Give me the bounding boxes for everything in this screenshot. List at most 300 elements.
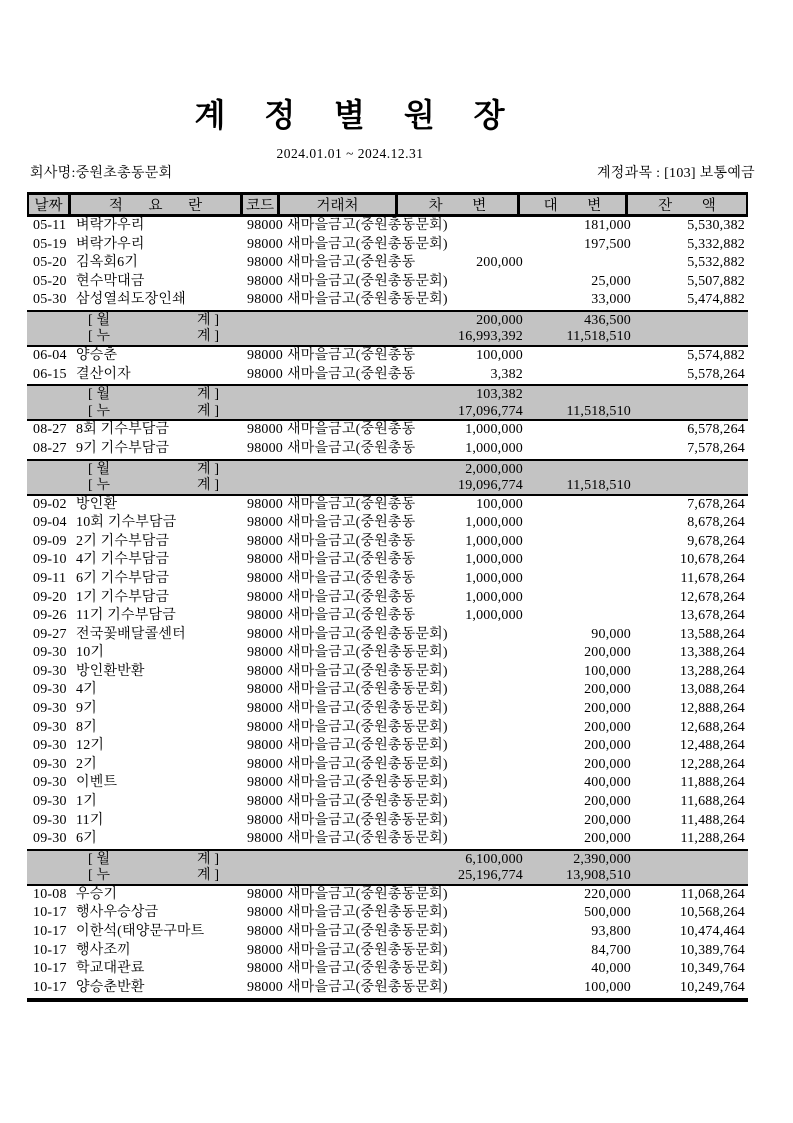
cell-code: 98000	[247, 719, 283, 735]
summary-bracket-right: 계 ]	[197, 312, 220, 328]
ledger-row	[27, 904, 748, 923]
cell-code: 98000	[247, 979, 283, 995]
cell-desc: 2기 기수부담금	[76, 533, 170, 549]
cell-date: 09-02	[33, 496, 67, 512]
cell-balance: 10,568,264	[680, 905, 745, 921]
cumulative-total-row	[27, 403, 748, 422]
cell-date: 10-08	[33, 886, 67, 902]
cell-client: 새마을금고(중원총동문회)	[287, 218, 448, 233]
cell-date: 06-15	[33, 366, 67, 382]
cell-credit	[525, 366, 634, 385]
cell-code: 98000	[247, 961, 283, 977]
ledger-row	[27, 737, 748, 756]
cell-desc: 양승춘반환	[76, 979, 145, 995]
summary-label	[27, 403, 402, 420]
header-cell-code: 코드	[243, 195, 280, 214]
month-total-row	[27, 384, 748, 403]
cell-credit: 200,000	[584, 831, 631, 847]
cell-client: 새마을금고(중원총동문회)	[287, 942, 448, 958]
ledger-row	[27, 812, 748, 831]
cell-desc: 9기 기수부담금	[76, 440, 170, 456]
cell-client: 새마을금고(중원총동문회)	[287, 756, 448, 772]
cell-debit	[402, 812, 525, 831]
cell-date: 09-30	[33, 756, 67, 772]
ledger-row	[27, 589, 748, 608]
cell-desc: 10기	[76, 645, 105, 661]
cell-credit	[525, 607, 634, 626]
cell-balance: 12,888,264	[680, 701, 745, 717]
ledger-row	[27, 756, 748, 775]
cell-debit: 100,000	[476, 348, 523, 364]
cell-credit: 200,000	[584, 812, 631, 828]
cell-credit: 33,000	[591, 292, 631, 308]
summary-label	[27, 461, 402, 478]
cell-desc: 행사조끼	[76, 942, 131, 958]
cell-credit: 90,000	[591, 626, 631, 642]
cell-date: 09-30	[33, 775, 67, 791]
ledger-row	[27, 886, 748, 905]
cell-balance: 5,474,882	[687, 292, 745, 308]
cell-balance: 11,688,264	[680, 793, 745, 809]
summary-bracket-right: 계 ]	[197, 387, 220, 403]
summary-bracket-right: 계 ]	[197, 851, 220, 867]
ledger-row	[27, 551, 748, 570]
cell-debit: 1,000,000	[465, 608, 523, 624]
cell-desc: 6기 기수부담금	[76, 570, 170, 586]
cell-code: 98000	[247, 812, 283, 828]
cell-date: 09-11	[33, 570, 67, 586]
ledger-row	[27, 347, 748, 366]
cell-code: 98000	[247, 923, 283, 939]
cell-balance: 5,532,882	[687, 255, 745, 271]
cell-code: 98000	[247, 645, 283, 661]
cell-debit	[402, 756, 525, 775]
cell-debit	[402, 960, 525, 979]
cell-date: 09-30	[33, 831, 67, 847]
cell-code: 98000	[247, 756, 283, 772]
cell-credit: 100,000	[584, 979, 631, 995]
cell-credit	[525, 347, 634, 366]
cell-desc: 양승춘	[76, 348, 118, 364]
cell-credit: 436,500	[584, 312, 631, 328]
ledger-row	[27, 681, 748, 700]
cell-client: 새마을금고(중원총동	[287, 255, 416, 271]
cell-debit	[402, 217, 525, 236]
cell-code: 98000	[247, 255, 283, 271]
cell-credit	[525, 440, 634, 459]
summary-bracket-left: [ 월	[88, 312, 111, 328]
cell-date: 05-30	[33, 292, 67, 308]
cell-balance	[634, 851, 748, 868]
cell-date: 10-17	[33, 942, 67, 958]
cell-code: 98000	[247, 663, 283, 679]
cell-balance: 5,574,882	[687, 348, 745, 364]
cell-debit	[402, 236, 525, 255]
cell-credit: 93,800	[591, 923, 631, 939]
cell-date: 10-17	[33, 979, 67, 995]
cell-date: 10-17	[33, 961, 67, 977]
cell-client: 새마을금고(중원총동	[287, 348, 416, 364]
cell-desc: 4기	[76, 682, 97, 698]
cell-debit	[402, 681, 525, 700]
cell-code: 98000	[247, 292, 283, 308]
cell-balance	[634, 403, 748, 420]
cell-date: 09-30	[33, 645, 67, 661]
cell-client: 새마을금고(중원총동문회)	[287, 273, 448, 289]
cell-balance: 10,474,464	[680, 923, 745, 939]
cell-date: 09-30	[33, 793, 67, 809]
cell-client: 새마을금고(중원총동문회)	[287, 979, 448, 995]
cell-client: 새마을금고(중원총동	[287, 366, 416, 382]
cell-debit	[402, 979, 525, 998]
ledger-row	[27, 663, 748, 682]
ledger-row	[27, 291, 748, 310]
cell-balance: 12,678,264	[680, 589, 745, 605]
cell-code: 98000	[247, 608, 283, 624]
ledger-row	[27, 830, 748, 849]
cell-desc: 4기 기수부담금	[76, 552, 170, 568]
cell-balance: 11,488,264	[680, 812, 745, 828]
cell-desc: 전국꽃배달콜센터	[76, 626, 186, 642]
cell-debit	[402, 886, 525, 905]
cell-date: 05-20	[33, 273, 67, 289]
cell-balance: 5,578,264	[687, 366, 745, 382]
summary-label	[27, 867, 402, 884]
cumulative-total-row	[27, 867, 748, 886]
cell-balance	[634, 477, 748, 494]
ledger-row	[27, 217, 748, 236]
summary-bracket-left: [ 월	[88, 851, 111, 867]
cell-balance: 11,068,264	[680, 886, 745, 902]
cell-date: 09-30	[33, 682, 67, 698]
header-cell-credit: 대 변	[520, 195, 628, 214]
cell-client: 새마을금고(중원총동문회)	[287, 719, 448, 735]
page-title: 계 정 별 원 장	[194, 97, 506, 133]
ledger-row	[27, 440, 748, 459]
cumulative-total-row	[27, 328, 748, 347]
cell-balance: 11,678,264	[680, 570, 745, 586]
cell-date: 09-30	[33, 663, 67, 679]
cell-credit	[525, 570, 634, 589]
cell-date: 09-30	[33, 812, 67, 828]
summary-label	[27, 312, 402, 329]
cell-date: 09-27	[33, 626, 67, 642]
cell-balance: 11,288,264	[680, 831, 745, 847]
cell-debit	[402, 644, 525, 663]
cell-desc: 6기	[76, 831, 97, 847]
cell-client: 새마을금고(중원총동문회)	[287, 961, 448, 977]
cell-desc: 이벤트	[76, 775, 118, 791]
cell-balance: 13,678,264	[680, 608, 745, 624]
cell-debit: 1,000,000	[465, 552, 523, 568]
cell-balance: 5,530,382	[687, 218, 745, 233]
ledger-row	[27, 626, 748, 645]
cell-desc: 방인환	[76, 496, 118, 512]
cell-balance: 10,389,764	[680, 942, 745, 958]
cell-credit	[525, 589, 634, 608]
cell-client: 새마을금고(중원총동	[287, 533, 416, 549]
cell-balance: 7,678,264	[687, 496, 745, 512]
cell-desc: 우승기	[76, 886, 118, 902]
summary-label	[27, 328, 402, 345]
cell-credit: 11,518,510	[566, 478, 631, 494]
cell-balance: 10,349,764	[680, 961, 745, 977]
ledger-body	[27, 217, 748, 997]
cell-balance	[634, 328, 748, 345]
ledger-row	[27, 774, 748, 793]
cell-debit	[402, 793, 525, 812]
cell-date: 09-04	[33, 515, 67, 531]
cell-desc: 이한석(태양문구마트	[76, 923, 205, 939]
cell-balance	[634, 386, 748, 403]
cell-credit: 11,518,510	[566, 329, 631, 345]
cell-debit	[402, 719, 525, 738]
cell-date: 09-09	[33, 533, 67, 549]
cell-balance: 5,507,882	[687, 273, 745, 289]
cell-debit: 16,993,392	[458, 329, 523, 345]
cell-balance: 5,332,882	[687, 236, 745, 252]
ledger-row	[27, 923, 748, 942]
header-cell-balance: 잔 액	[628, 195, 746, 214]
ledger-row	[27, 644, 748, 663]
cell-client: 새마을금고(중원총동	[287, 589, 416, 605]
cell-desc: 벼락가우리	[76, 236, 145, 252]
ledger-table	[27, 192, 748, 1002]
cell-client: 새마을금고(중원총동	[287, 515, 416, 531]
ledger-row	[27, 700, 748, 719]
cell-desc: 12기	[76, 738, 105, 754]
cell-credit: 2,390,000	[573, 851, 631, 867]
cell-desc: 결산이자	[76, 366, 131, 382]
ledger-row	[27, 496, 748, 515]
cell-credit: 181,000	[584, 218, 631, 233]
summary-label	[27, 851, 402, 868]
cell-client: 새마을금고(중원총동	[287, 440, 416, 456]
cell-debit	[402, 626, 525, 645]
ledger-header	[27, 192, 748, 217]
cell-credit	[525, 254, 634, 273]
cell-code: 98000	[247, 533, 283, 549]
month-total-row	[27, 459, 748, 478]
cell-client: 새마을금고(중원총동문회)	[287, 738, 448, 754]
cell-credit: 40,000	[591, 961, 631, 977]
cell-credit	[525, 386, 634, 403]
cell-credit: 200,000	[584, 793, 631, 809]
cell-credit: 11,518,510	[566, 403, 631, 419]
cell-credit: 200,000	[584, 719, 631, 735]
cell-balance: 13,588,264	[680, 626, 745, 642]
cell-client: 새마을금고(중원총동문회)	[287, 812, 448, 828]
summary-bracket-left: [ 누	[88, 403, 111, 419]
cell-debit: 2,000,000	[465, 461, 523, 477]
cell-credit	[525, 533, 634, 552]
cell-code: 98000	[247, 515, 283, 531]
cell-debit	[402, 737, 525, 756]
cell-code: 98000	[247, 348, 283, 364]
cell-debit: 1,000,000	[465, 533, 523, 549]
ledger-row	[27, 514, 748, 533]
cell-debit: 200,000	[476, 255, 523, 271]
summary-bracket-left: [ 누	[88, 329, 111, 345]
cell-balance: 10,249,764	[680, 979, 745, 995]
cell-balance: 12,288,264	[680, 756, 745, 772]
cell-date: 05-11	[33, 218, 67, 233]
report-period: 2024.01.01 ~ 2024.12.31	[276, 146, 424, 161]
ledger-row	[27, 236, 748, 255]
cell-client: 새마을금고(중원총동문회)	[287, 236, 448, 252]
cell-balance	[634, 312, 748, 329]
cell-debit: 25,196,774	[458, 868, 523, 884]
cell-desc: 삼성열쇠도장인쇄	[76, 292, 186, 308]
cell-date: 09-26	[33, 608, 67, 624]
cell-desc: 현수막대금	[76, 273, 145, 289]
cell-balance	[634, 461, 748, 478]
summary-bracket-right: 계 ]	[197, 403, 220, 419]
cell-debit	[402, 774, 525, 793]
cell-balance: 12,488,264	[680, 738, 745, 754]
summary-label	[27, 386, 402, 403]
cell-debit	[402, 291, 525, 310]
cell-client: 새마을금고(중원총동	[287, 608, 416, 624]
cell-code: 98000	[247, 942, 283, 958]
cell-date: 09-30	[33, 738, 67, 754]
cell-credit: 200,000	[584, 682, 631, 698]
cell-debit: 3,382	[490, 366, 523, 382]
cell-balance: 11,888,264	[680, 775, 745, 791]
cell-client: 새마을금고(중원총동	[287, 552, 416, 568]
ledger-row	[27, 570, 748, 589]
header-cell-client: 거래처	[280, 195, 398, 214]
ledger-row	[27, 273, 748, 292]
header-cell-date: 날짜	[29, 195, 71, 214]
ledger-row	[27, 942, 748, 961]
cell-balance: 13,088,264	[680, 682, 745, 698]
cell-code: 98000	[247, 775, 283, 791]
cell-debit	[402, 700, 525, 719]
cell-date: 09-30	[33, 701, 67, 717]
ledger-row	[27, 719, 748, 738]
cell-desc: 1기	[76, 793, 97, 809]
cell-code: 98000	[247, 552, 283, 568]
cell-credit	[525, 551, 634, 570]
cell-desc: 11기 기수부담금	[76, 608, 176, 624]
cell-credit: 197,500	[584, 236, 631, 252]
cell-balance: 9,678,264	[687, 533, 745, 549]
cell-debit: 200,000	[476, 312, 523, 328]
ledger-row	[27, 533, 748, 552]
cell-client: 새마을금고(중원총동문회)	[287, 626, 448, 642]
cell-desc: 8회 기수부담금	[76, 422, 170, 438]
cell-code: 98000	[247, 793, 283, 809]
cell-date: 06-04	[33, 348, 67, 364]
cell-code: 98000	[247, 422, 283, 438]
cell-client: 새마을금고(중원총동	[287, 496, 416, 512]
cell-code: 98000	[247, 886, 283, 902]
month-total-row	[27, 310, 748, 329]
cell-balance: 7,578,264	[687, 440, 745, 456]
cumulative-total-row	[27, 477, 748, 496]
cell-date: 08-27	[33, 422, 67, 438]
cell-desc: 학교대관료	[76, 961, 145, 977]
cell-desc: 10회 기수부담금	[76, 515, 177, 531]
cell-date: 10-17	[33, 923, 67, 939]
cell-debit: 1,000,000	[465, 515, 523, 531]
cell-code: 98000	[247, 682, 283, 698]
cell-code: 98000	[247, 273, 283, 289]
cell-date: 05-20	[33, 255, 67, 271]
cell-debit: 17,096,774	[458, 403, 523, 419]
cell-desc: 8기	[76, 719, 97, 735]
cell-code: 98000	[247, 570, 283, 586]
cell-debit	[402, 942, 525, 961]
cell-credit: 200,000	[584, 756, 631, 772]
cell-desc: 행사우승상금	[76, 905, 159, 921]
cell-credit: 400,000	[584, 775, 631, 791]
cell-code: 98000	[247, 626, 283, 642]
cell-debit: 1,000,000	[465, 570, 523, 586]
cell-client: 새마을금고(중원총동문회)	[287, 886, 448, 902]
ledger-row	[27, 607, 748, 626]
cell-code: 98000	[247, 831, 283, 847]
cell-credit: 84,700	[591, 942, 631, 958]
cell-client: 새마을금고(중원총동문회)	[287, 645, 448, 661]
cell-credit: 220,000	[584, 886, 631, 902]
cell-credit: 200,000	[584, 645, 631, 661]
summary-bracket-left: [ 월	[88, 387, 111, 403]
cell-credit: 100,000	[584, 663, 631, 679]
cell-desc: 김옥회6기	[76, 255, 139, 271]
summary-bracket-left: [ 누	[88, 868, 111, 884]
cell-debit: 1,000,000	[465, 422, 523, 438]
cell-credit: 13,908,510	[566, 868, 631, 884]
cell-balance: 12,688,264	[680, 719, 745, 735]
cell-credit: 200,000	[584, 738, 631, 754]
cell-code: 98000	[247, 496, 283, 512]
cell-date: 09-20	[33, 589, 67, 605]
cell-desc: 1기 기수부담금	[76, 589, 170, 605]
cell-client: 새마을금고(중원총동	[287, 570, 416, 586]
cell-code: 98000	[247, 589, 283, 605]
cell-date: 09-30	[33, 719, 67, 735]
summary-bracket-right: 계 ]	[197, 868, 220, 884]
cell-desc: 벼락가우리	[76, 218, 145, 233]
cell-date: 09-10	[33, 552, 67, 568]
cell-date: 10-17	[33, 905, 67, 921]
header-cell-debit: 차 변	[398, 195, 520, 214]
cell-date: 08-27	[33, 440, 67, 456]
summary-bracket-left: [ 월	[88, 461, 111, 477]
cell-debit: 6,100,000	[465, 851, 523, 867]
cell-code: 98000	[247, 366, 283, 382]
cell-credit	[525, 461, 634, 478]
cell-debit: 19,096,774	[458, 478, 523, 494]
table-bottom-rule	[27, 998, 748, 1002]
summary-bracket-right: 계 ]	[197, 478, 220, 494]
account-subject: 계정과목 : [103] 보통예금	[596, 166, 755, 181]
summary-label	[27, 477, 402, 494]
cell-client: 새마을금고(중원총동문회)	[287, 905, 448, 921]
cell-desc: 9기	[76, 701, 97, 717]
header-cell-desc: 적 요 란	[71, 195, 243, 214]
cell-credit: 500,000	[584, 905, 631, 921]
cell-debit: 103,382	[476, 387, 523, 403]
cell-code: 98000	[247, 738, 283, 754]
cell-client: 새마을금고(중원총동문회)	[287, 292, 448, 308]
info-line	[30, 162, 755, 182]
month-total-row	[27, 849, 748, 868]
cell-client: 새마을금고(중원총동문회)	[287, 923, 448, 939]
summary-bracket-right: 계 ]	[197, 461, 220, 477]
